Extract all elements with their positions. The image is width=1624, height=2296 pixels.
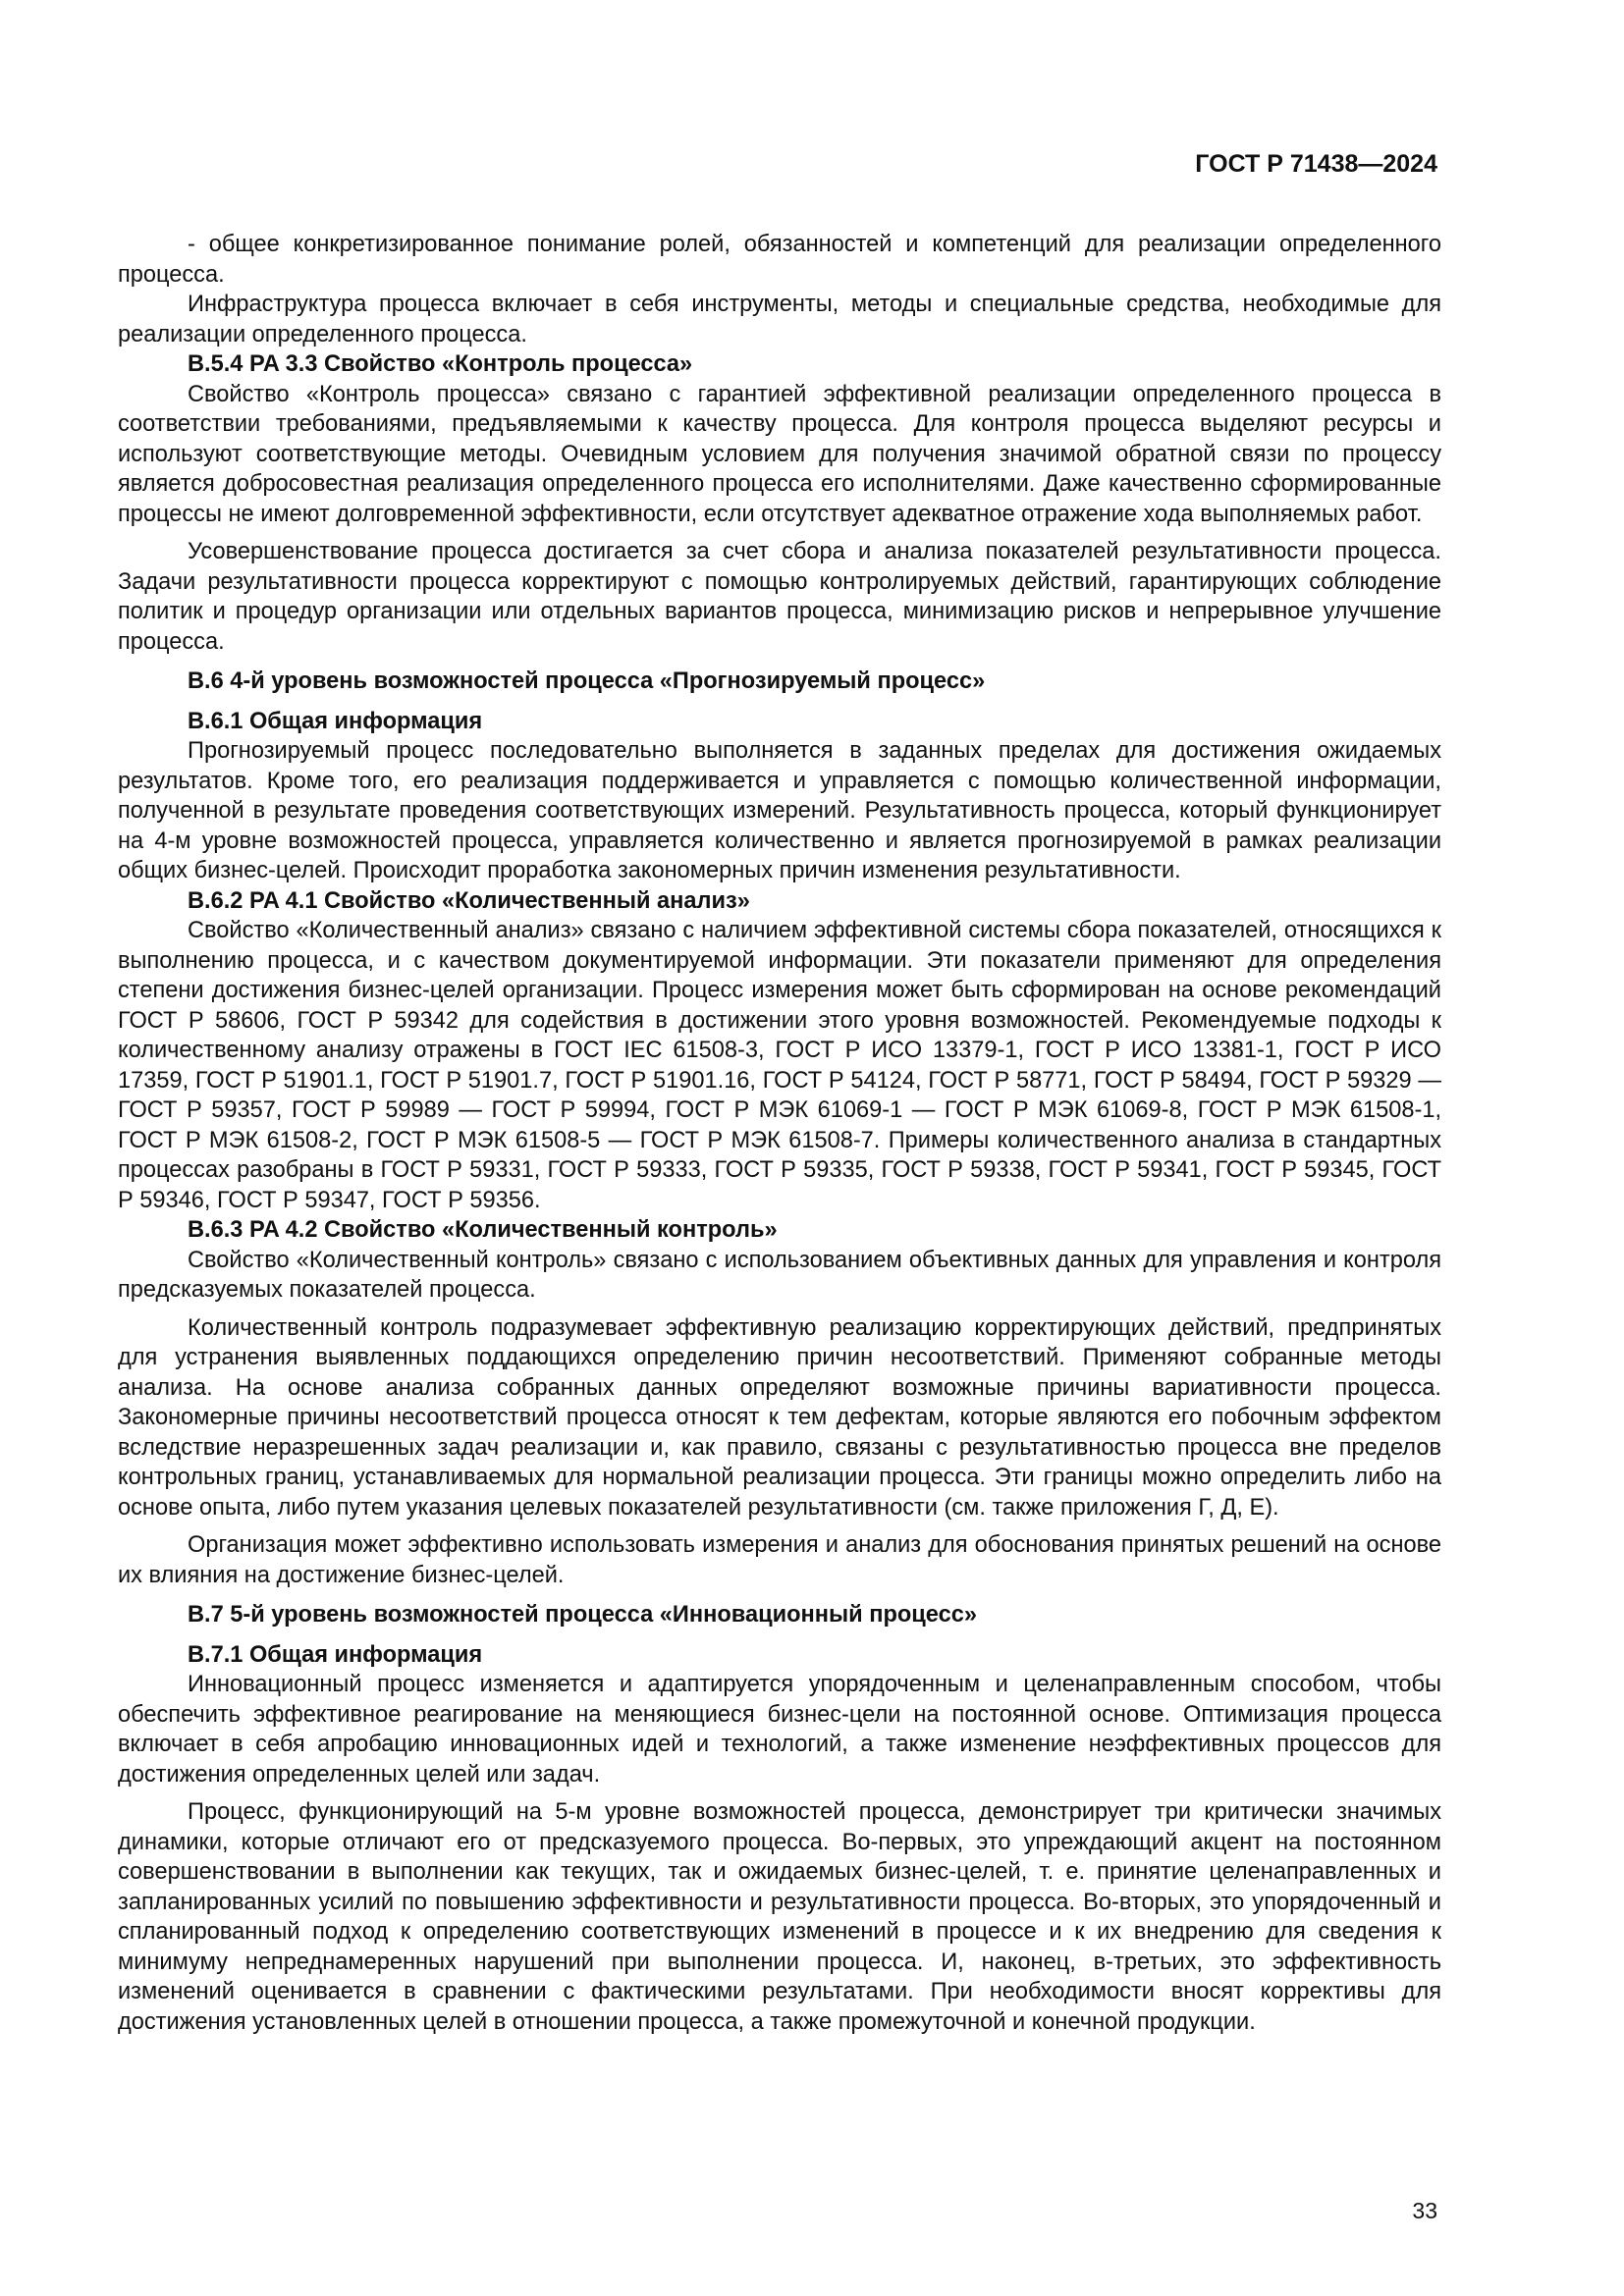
paragraph: Свойство «Контроль процесса» связано с гарантией эффективной реализации определенного процесса в соответствии требованиями, предъявляемыми к качеству процесса. Для контроля процесса выделяют ресурсы и используют соответствующие методы. Очевидным условием для получения значимой обратной связи по процессу является добросовестная реализация определенного процесса его исполнителями. Даже качественно сформированные процессы не имеют долговременной эффективности, если отсутствует адекватное отражение хода выполняемых работ. bbox=[118, 381, 1441, 527]
paragraph: Усовершенствование процесса достигается за счет сбора и анализа показателей результативности процесса. Задачи результативности процесса корректируют с помощью контролируемых действий, гарантирующих соблюдение политик и процедур организации или отдельных вариантов процесса, минимизацию рисков и непрерывное улучшение процесса. bbox=[118, 539, 1441, 655]
document-code: ГОСТ Р 71438—2024 bbox=[1195, 150, 1437, 178]
section-heading: В.6.3 PA 4.2 Свойство «Количественный контроль» bbox=[188, 1217, 778, 1243]
section-heading: В.6.1 Общая информация bbox=[188, 708, 483, 734]
section-heading: В.5.4 PA 3.3 Свойство «Контроль процесса» bbox=[188, 351, 693, 377]
paragraph: Инновационный процесс изменяется и адаптируется упорядоченным и целенаправленным способом, чтобы обеспечить эффективное реагирование на меняющиеся бизнес-цели на постоянной основе. Оптимизация процесса включает в себя апробацию инновационных идей и технологий, а также изменение неэффективных процессов для достижения определенных целей или задач. bbox=[118, 1672, 1441, 1788]
document-body bbox=[118, 230, 1441, 2037]
paragraph: Количественный контроль подразумевает эффективную реализацию корректирующих действий, предпринятых для устранения выявленных поддающихся определению причин несоответствий. Применяют собранные методы анализа. На основе анализа собранных данных определяют возможные причины вариативности процесса. Закономерные причины несоответствий процесса относят к тем дефектам, которые являются его побочным эффектом вследствие неразрешенных задач реализации и, как правило, связаны с результативностью процесса вне пределов контрольных границ, устанавливаемых для нормальной реализации процесса. Эти границы можно определить либо на основе опыта, либо путем указания целевых показателей результативности (см. также приложения Г, Д, Е). bbox=[118, 1314, 1441, 1521]
paragraph: Процесс, функционирующий на 5-м уровне возможностей процесса, демонстрирует три критически значимых динамики, которые отличают его от предсказуемого процесса. Во-первых, это упреждающий акцент на постоянном совершенствовании в выполнении как текущих, так и ожидаемых бизнес-целей, т. е. принятие целенаправленных и запланированных усилий по повышению эффективности и результативности процесса. Во-вторых, это упорядоченный и спланированный подход к определению соответствующих изменений в процессе и к их внедрению для сведения к минимуму непреднамеренных нарушений при выполнении процесса. И, наконец, в-третьих, это эффективность изменений оценивается в сравнении с фактическими результатами. При необходимости вносят коррективы для достижения установленных целей в отношении процесса, а также промежуточной и конечной продукции. bbox=[118, 1799, 1441, 2035]
section-heading: В.6 4-й уровень возможностей процесса «Прогнозируемый процесс» bbox=[188, 668, 986, 694]
section-heading: В.7 5-й уровень возможностей процесса «Инновационный процесс» bbox=[188, 1602, 977, 1628]
section-heading: В.6.2 PA 4.1 Свойство «Количественный анализ» bbox=[188, 887, 750, 914]
paragraph: Инфраструктура процесса включает в себя инструменты, методы и специальные средства, необходимые для реализации определенного процесса. bbox=[118, 292, 1441, 347]
section-heading: В.7.1 Общая информация bbox=[188, 1641, 483, 1668]
paragraph: Организация может эффективно использовать измерения и анализ для обоснования принятых решений на основе их влияния на достижение бизнес-целей. bbox=[118, 1532, 1441, 1588]
paragraph: Прогнозируемый процесс последовательно выполняется в заданных пределах для достижения ожидаемых результатов. Кроме того, его реализация поддерживается и управляется с помощью количественной информации, полученной в результате проведения соответствующих измерений. Результативность процесса, который функционирует на 4-м уровне возможностей процесса, управляется количественно и является прогнозируемой в рамках реализации общих бизнес-целей. Происходит проработка закономерных причин изменения результативности. bbox=[118, 738, 1441, 883]
paragraph: - общее конкретизированное понимание ролей, обязанностей и компетенций для реализации определенного процесса. bbox=[118, 232, 1441, 288]
page-number: 33 bbox=[1412, 2198, 1437, 2223]
paragraph: Свойство «Количественный анализ» связано с наличием эффективной системы сбора показателей, относящихся к выполнению процесса, и с качеством документируемой информации. Эти показатели применяют для определения степени достижения бизнес-целей организации. Процесс измерения может быть сформирован на основе рекомендаций ГОСТ Р 58606, ГОСТ Р 59342 для содействия в достижении этого уровня возможностей. Рекомендуемые подходы к количественному анализу отражены в ГОСТ IEC 61508-3, ГОСТ Р ИСО 13379-1, ГОСТ Р ИСО 13381-1, ГОСТ Р ИСО 17359, ГОСТ Р 51901.1, ГОСТ Р 51901.7, ГОСТ Р 51901.16, ГОСТ Р 54124, ГОСТ Р 58771, ГОСТ Р 58494, ГОСТ Р 59329 — ГОСТ Р 59357, ГОСТ Р 59989 — ГОСТ Р 59994, ГОСТ Р МЭК 61069-1 — ГОСТ Р МЭК 61069-8, ГОСТ Р МЭК 61508-1, ГОСТ Р МЭК 61508-2, ГОСТ Р МЭК 61508-5 — ГОСТ Р МЭК 61508-7. Примеры количественного анализа в стандартных процессах разобраны в ГОСТ Р 59331, ГОСТ Р 59333, ГОСТ Р 59335, ГОСТ Р 59338, ГОСТ Р 59341, ГОСТ Р 59345, ГОСТ Р 59346, ГОСТ Р 59347, ГОСТ Р 59356. bbox=[118, 918, 1441, 1213]
paragraph: Свойство «Количественный контроль» связано с использованием объективных данных для управления и контроля предсказуемых показателей процесса. bbox=[118, 1247, 1441, 1303]
